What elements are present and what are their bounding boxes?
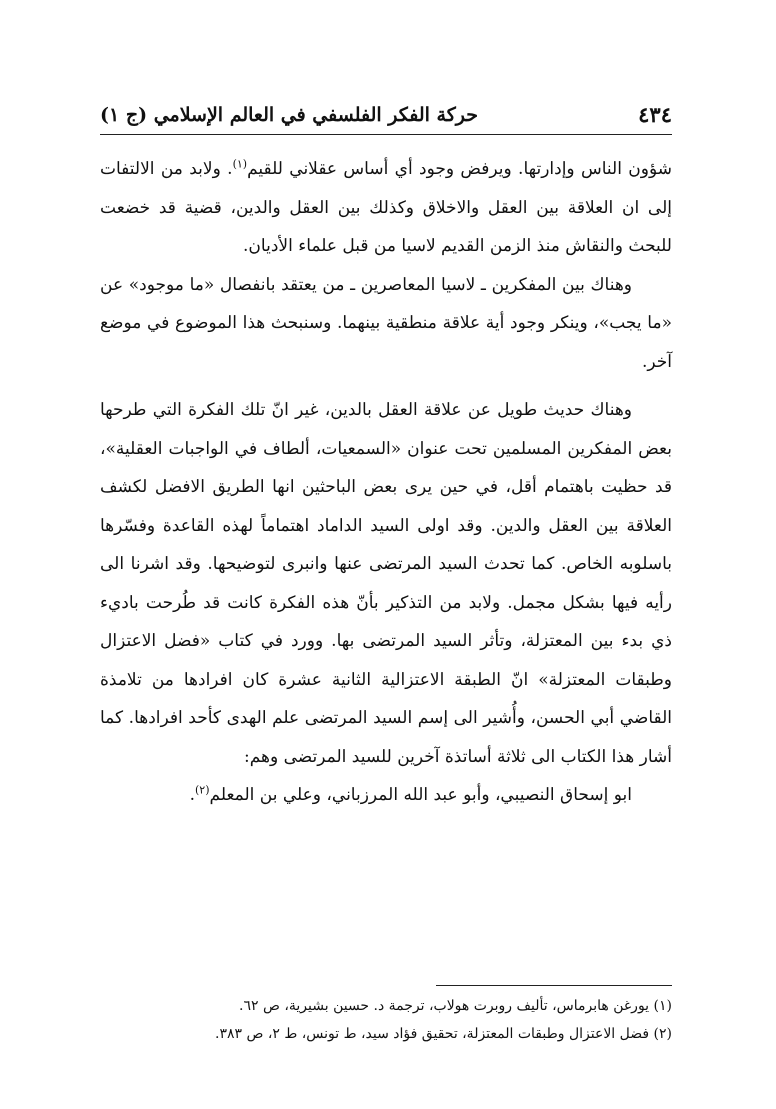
footnote-ref-2[interactable]: (٢) xyxy=(195,783,210,797)
footnote-ref-1[interactable]: (١) xyxy=(232,157,248,171)
running-title: حركة الفكر الفلسفي في العالم الإسلامي (ج ١) xyxy=(100,104,479,126)
footnote-divider xyxy=(436,985,672,986)
paragraph-4: ابو إسحاق النصيبي، وأبو عبد الله المرزباني، وعلي بن المعلم$^{(٢)}$. xyxy=(189,783,632,805)
footnote-2: (٢) فضل الاعتزال وطبقات المعتزلة، تحقيق فؤاد سيد، ط تونس، ط ٢، ص ٣٨٣. xyxy=(215,1026,672,1042)
main-text xyxy=(100,150,672,815)
page-number: ٤٣٤ xyxy=(638,102,672,127)
footnote-1: (١) يورغن هابرماس، تأليف روبرت هولاب، ترجمة د. حسين بشيرية، ص ٦٢. xyxy=(239,998,672,1014)
page-header xyxy=(100,96,672,136)
footnotes xyxy=(100,992,672,1048)
header-divider xyxy=(100,134,672,135)
paragraph-2: وهناك بين المفكرين ـ لاسيا المعاصرين ـ من يعتقد بانفصال «ما موجود» عن «ما يجب»، وينكر وجود أية علاقة منطقية بينهما. وسنبحث هذا الموضوع في موضع آخر. xyxy=(100,274,672,372)
paragraph-3: وهناك حديث طويل عن علاقة العقل بالدين، غير انّ تلك الفكرة التي طرحها بعض المفكرين المسلمين تحت عنوان «السمعيات، ألطاف في الواجبات العقلية»، قد حظيت باهتمام أقل، في حين يرى بعض الباحثين انها الطريق الافضل لكشف العلاقة بين العقل والدين. وقد اولى السيد الداماد اهتماماً لهذه القاعدة وفسّرها باسلوبه الخاص. كما تحدث السيد المرتضى عنها وانبرى لتوضيحها. وقد اشرنا الى رأيه فيها بشكل مجمل. ولابد من التذكير بأنّ هذه الفكرة كانت قد طُرحت باديء ذي بدء بين المعتزلة، وتأثر السيد المرتضى بها. وورد في كتاب «فضل الاعتزال وطبقات المعتزلة» انّ الطبقة الاعتزالية الثانية عشرة كان افرادها من تلامذة القاضي أبي الحسن، وأُشير الى إسم السيد المرتضى علم الهدى كأحد افرادها. كما أشار هذا الكتاب الى ثلاثة أساتذة آخرين للسيد المرتضى وهم: xyxy=(100,400,672,767)
paragraph-1: شؤون الناس وإدارتها. ويرفض وجود أي أساس عقلاني للقيم$^{(١)}$. ولابد من الالتفات إلى ان العلاقة بين العقل والاخلاق وكذلك بين العقل والدين، قضية قد خضعت للبحث والنقاش منذ الزمن القديم لاسيا من قبل علماء الأديان. xyxy=(100,157,673,256)
